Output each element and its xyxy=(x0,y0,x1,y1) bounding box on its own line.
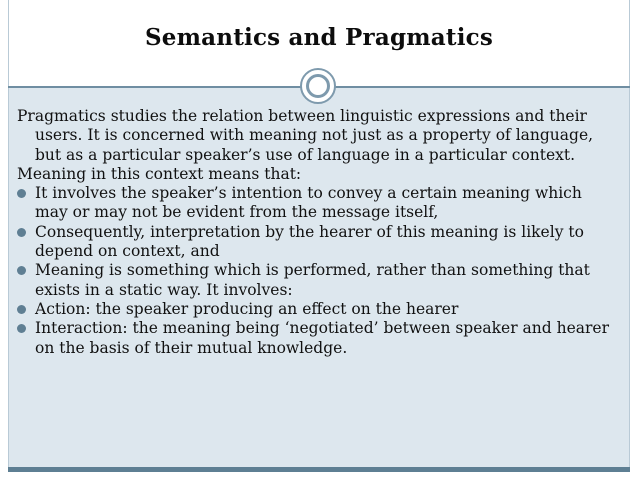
bottom-bar xyxy=(8,467,630,472)
circle-ornament-icon xyxy=(300,68,336,104)
bullet-item xyxy=(17,319,617,358)
bullet-item xyxy=(17,223,617,262)
left-border-line xyxy=(8,0,9,467)
right-border-line xyxy=(629,0,630,467)
bullet-dot-icon xyxy=(17,324,26,333)
bullet-item xyxy=(17,300,617,319)
circle-ornament-inner xyxy=(306,74,330,98)
bullet-dot-icon xyxy=(17,228,26,237)
bullet-dot-icon xyxy=(17,189,26,198)
slide-title: Semantics and Pragmatics xyxy=(145,24,493,51)
bullet-text: Meaning is something which is performed, rather than something that exists in a static way. It involves: xyxy=(35,261,590,299)
bullet-item xyxy=(17,184,617,223)
bullet-text: It involves the speaker’s intention to convey a certain meaning which may or may not be evident from the message itself, xyxy=(35,184,582,222)
bullet-item xyxy=(17,261,617,300)
bullet-dot-icon xyxy=(17,266,26,275)
bullet-text: Consequently, interpretation by the hearer of this meaning is likely to depend on context, and xyxy=(35,222,584,261)
lead-line: Meaning in this context means that: xyxy=(17,164,302,183)
slide-body xyxy=(17,107,617,358)
intro-paragraph: Pragmatics studies the relation between linguistic expressions and their users. It is concerned with meaning not just as a property of language, but as a particular speaker’s use of language in a particular context. xyxy=(17,107,594,164)
bullet-text: Interaction: the meaning being ‘negotiated’ between speaker and hearer on the basis of their mutual knowledge. xyxy=(35,319,610,357)
bullet-text: Action: the speaker producing an effect on the hearer xyxy=(35,299,459,318)
bullet-dot-icon xyxy=(17,305,26,314)
